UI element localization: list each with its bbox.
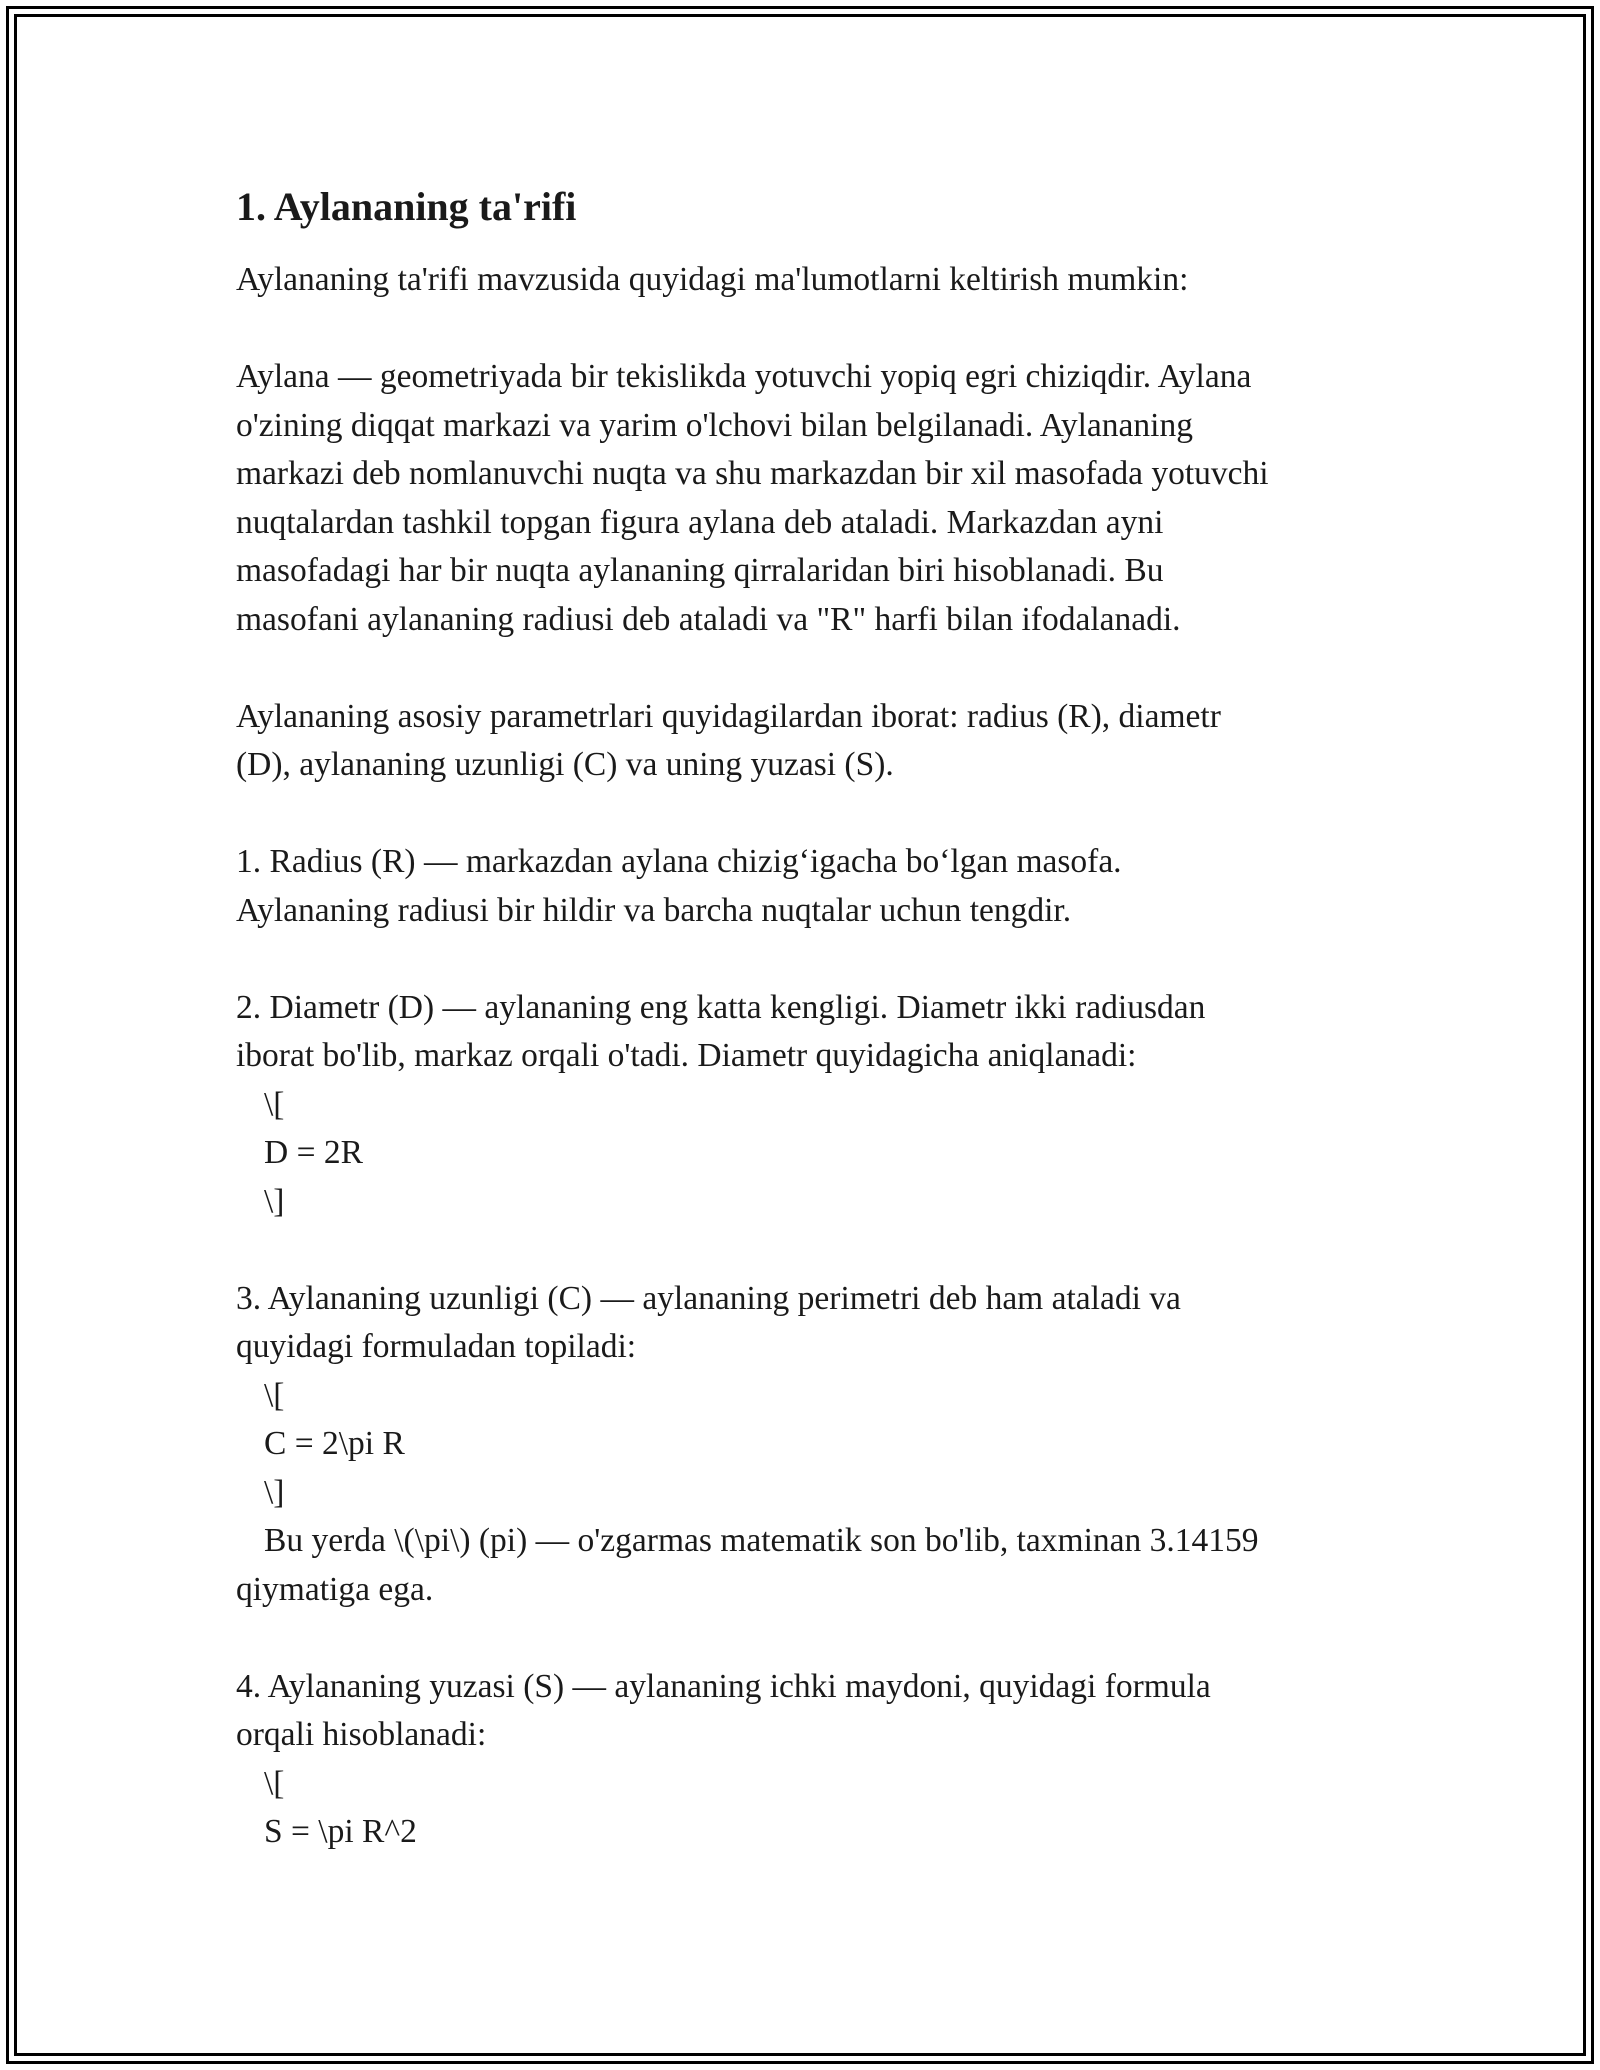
list-item-diameter	[236, 984, 1376, 1227]
intro-line: Aylananing ta'rifi mavzusida quyidagi ma'lumotlarni keltirish mumkin:	[236, 261, 1189, 298]
formula-line: S = \pi R^2	[264, 1813, 417, 1850]
intro-paragraph	[236, 256, 1376, 305]
radius-line: Aylananing radiusi bir hildir va barcha nuqtalar uchun tengdir.	[236, 891, 1072, 929]
list-item-radius	[236, 838, 1376, 935]
diameter-line: iborat bo'lib, markaz orqali o'tadi. Diametr quyidagicha aniqlanadi:	[236, 1037, 1137, 1074]
definition-line: Aylana — geometriyada bir tekislikda yotuvchi yopiq egri chiziqdir. Aylana	[236, 358, 1252, 395]
pi-note-line: Bu yerda \(\pi\) (pi) — o'zgarmas matematik son bo'lib, taxminan 3.14159	[264, 1522, 1259, 1559]
formula-line: \[	[264, 1764, 285, 1802]
definition-line: masofani aylananing radiusi deb ataladi va "R" harfi bilan ifodalanadi.	[236, 600, 1181, 638]
formula-line: \]	[264, 1182, 285, 1220]
area-line: 4. Aylananing yuzasi (S) — aylananing ichki maydoni, quyidagi formula	[236, 1667, 1211, 1705]
section-heading: 1. Aylananing ta'rifi	[236, 184, 577, 229]
formula-line: \[	[264, 1085, 285, 1123]
formula-line: \]	[264, 1473, 285, 1511]
formula-line: C = 2\pi R	[264, 1425, 405, 1462]
definition-line: nuqtalardan tashkil topgan figura aylana deb ataladi. Markazdan ayni	[236, 503, 1164, 541]
radius-line: 1. Radius (R) — markazdan aylana chizig‘igacha bo‘lgan masofa.	[236, 843, 1122, 880]
parameters-paragraph	[236, 693, 1376, 790]
parameters-line: Aylananing asosiy parametrlari quyidagilardan iborat: radius (R), diametr	[236, 697, 1221, 735]
circumference-line: 3. Aylananing uzunligi (C) — aylananing perimetri deb ham ataladi va	[236, 1279, 1181, 1317]
formula-line: D = 2R	[264, 1134, 363, 1171]
circumference-line: quyidagi formuladan topiladi:	[236, 1328, 637, 1365]
formula-line: \[	[264, 1376, 285, 1414]
definition-line: o'zining diqqat markazi va yarim o'lchovi bilan belgilanadi. Aylananing	[236, 406, 1193, 444]
diameter-line: 2. Diametr (D) — aylananing eng katta kengligi. Diametr ikki radiusdan	[236, 988, 1206, 1026]
pi-note-line: qiymatiga ega.	[236, 1570, 434, 1608]
definition-line: markazi deb nomlanuvchi nuqta va shu markazdan bir xil masofada yotuvchi	[236, 455, 1269, 492]
document-page	[236, 182, 1376, 1905]
area-line: orqali hisoblanadi:	[236, 1716, 487, 1753]
definition-line: masofadagi har bir nuqta aylananing qirralaridan biri hisoblanadi. Bu	[236, 552, 1164, 589]
definition-paragraph	[236, 353, 1376, 644]
list-item-area	[236, 1663, 1376, 1857]
list-item-circumference	[236, 1275, 1376, 1615]
parameters-line: (D), aylananing uzunligi (C) va uning yuzasi (S).	[236, 746, 894, 783]
